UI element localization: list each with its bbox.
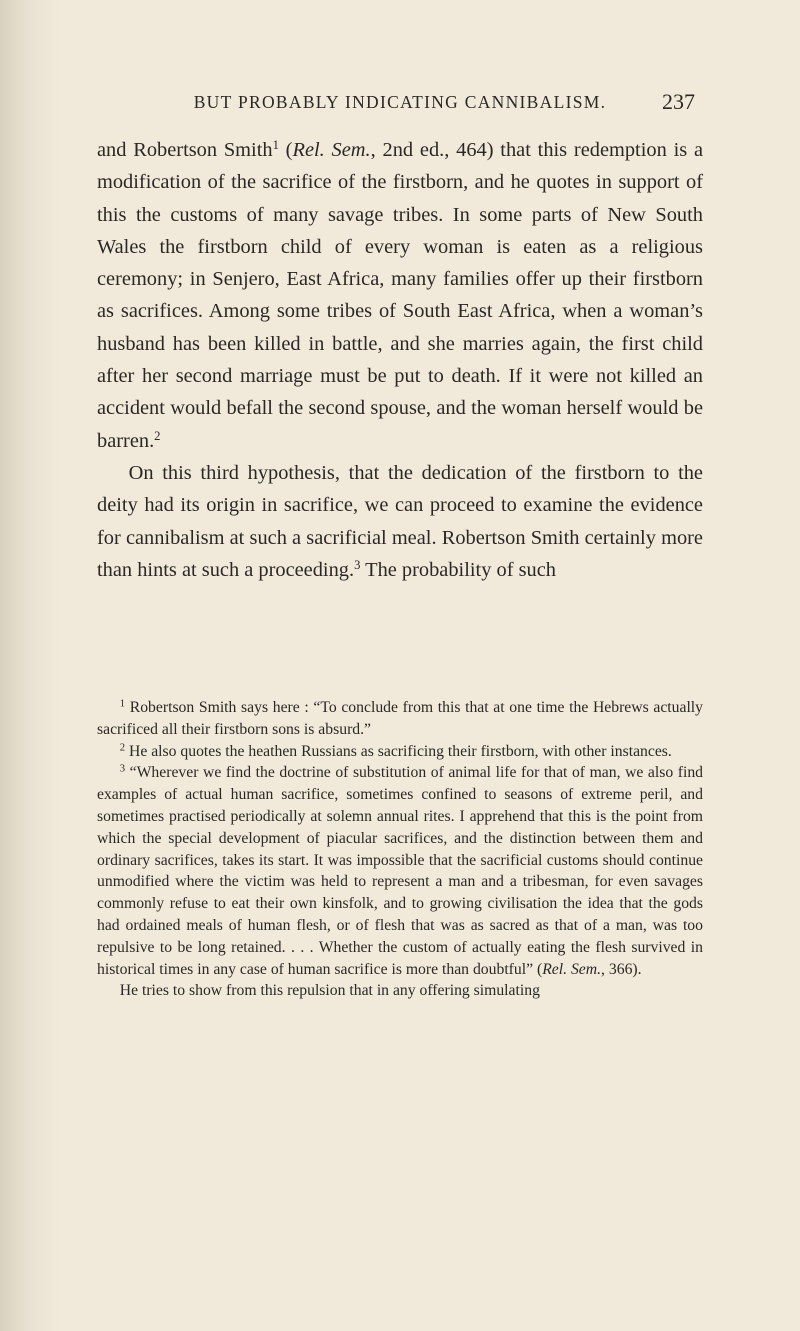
footnote-ref-1: 1 [272, 138, 279, 153]
running-title: BUT PROBABLY INDICATING CANNIBALISM. [193, 92, 607, 112]
main-text [97, 134, 703, 586]
footnote-3-mark: 3 [119, 763, 126, 776]
footnote-1 [97, 697, 703, 741]
paragraph-2-text-a: On this third hypothesis, that the dedication of the firstborn to the deity had its origin in sacrifice, we can proceed to examine the evidence for cannibalism at such a sacrificial meal. Robertson Smith certainly more than hints at such a proceeding. [97, 461, 703, 581]
citation-rel-sem: Rel. Sem. [292, 139, 371, 161]
footnote-ref-3: 3 [354, 557, 361, 572]
footnotes [97, 697, 703, 1002]
footnote-3-citation: Rel. Sem. [542, 960, 602, 978]
paragraph-2-text-b: The probability of such [360, 558, 556, 581]
footnote-1-mark: 1 [119, 697, 126, 710]
footnote-1-text: Robertson Smith says here : “To conclude from this that at one time the Hebrews actually sacrificed all their firstborn sons is absurd.” [97, 699, 704, 738]
paragraph-1-text-a: and Robertson Smith [97, 139, 273, 161]
paragraph-2 [97, 457, 703, 586]
footnote-continuation: He tries to show from this repulsion that in any offering simulating [119, 982, 540, 1000]
paragraph-1 [97, 134, 703, 457]
running-head [0, 89, 800, 122]
footnote-3 [97, 762, 703, 980]
footnote-3-text-b: , 366). [601, 960, 642, 978]
footnote-2-mark: 2 [119, 741, 126, 754]
page-number: 237 [662, 89, 695, 114]
footnote-3-text-a: “Wherever we find the doctrine of substitution of animal life for that of man, we also find examples of actual human sacrifice, sometimes confined to seasons of extreme peril, and sometimes practised periodically at solemn annual rites. I apprehend that this is the point from which the special development of piacular sacrifices, and the distinction between them and ordinary sacrifices, takes its start. It was impossible that the sacrificial customs should continue unmodified where the victim was held to represent a man and a tribesman, for even savages commonly refuse to eat their own kinsfolk, and to growing civilisation the idea that the gods had ordained meals of human flesh, or of flesh that was as sacred as that of a man, was too repulsive to be long retained. . . . Whether the custom of actually eating the flesh survived in historical times in any case of human sacrifice is more than doubtful” ( [97, 764, 704, 978]
footnote-2-text: He also quotes the heathen Russians as sacrificing their firstborn, with other instances. [129, 742, 672, 760]
paragraph-1-text-b: ( [278, 139, 293, 161]
footnote-2 [97, 741, 703, 763]
footnote-ref-2: 2 [154, 428, 161, 443]
paragraph-1-text-c: , 2nd ed., 464) that this redemption is a modification of the sacrifice of the firstborn, and he quotes in support of this the customs of many savage tribes. In some parts of New South Wales the firstborn child of every woman is eaten as a religious ceremony; in Senjero, East Africa, many families offer up their firstborn as sacrifices. Among some tribes of South East Africa, when a woman’s husband has been killed in battle, and she marries again, the first child after her second marriage must be put to death. If it were not killed an accident would befall the second spouse, and the woman herself would be barren. [97, 139, 704, 452]
